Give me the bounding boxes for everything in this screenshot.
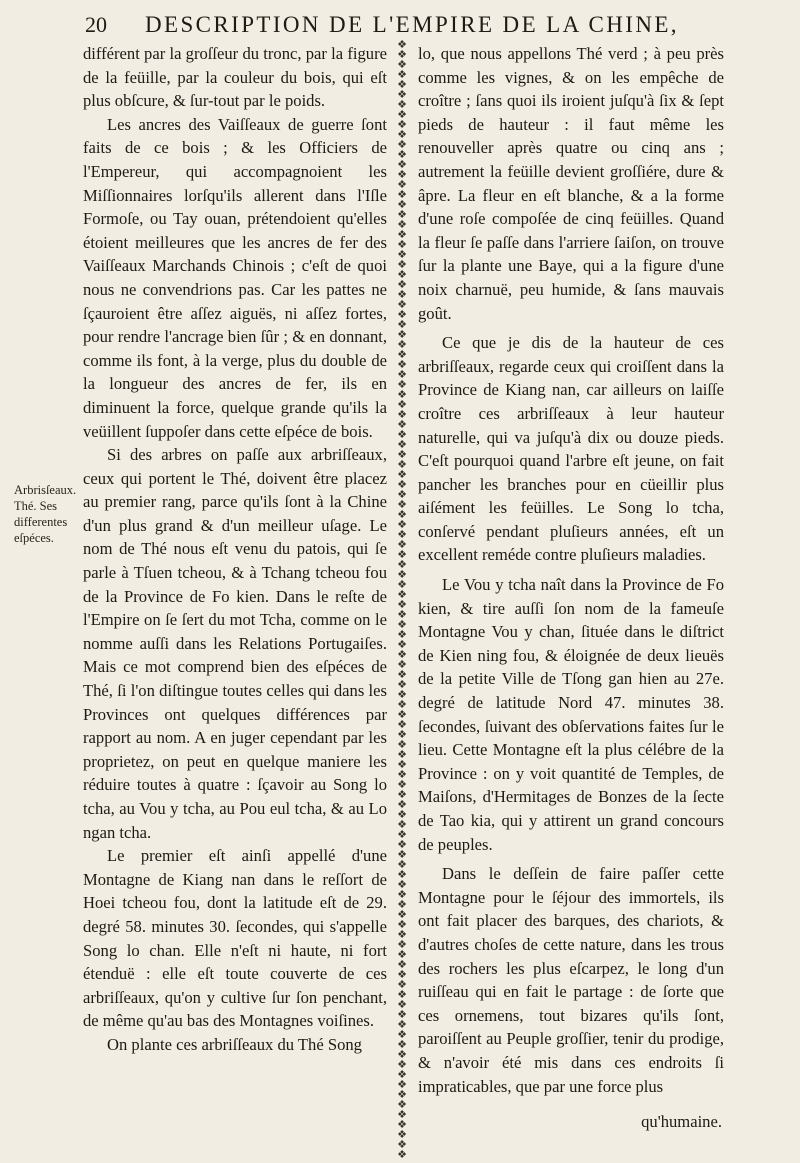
page-number: 20	[85, 12, 107, 37]
right-paragraph-3: Le Vou y tcha naît dans la Province de Fo kien, & tire auſſi ſon nom de la fameuſe Montagne Vou y chan, ſituée dans le diſtrict de Kien ning fou, & éloignée de deux lieuës de la petite Ville de Tſong gan hien au 27e. degré de latitude Nord 47. minutes 38. ſecondes, ſuivant des obſervations faites ſur le lieu. Cette Montagne eſt la plus célébre de la Province : on y voit quantité de Temples, de Maiſons, d'Hermitages de Bonzes de la ſecte de Tao kia, qui y attirent un grand concours de peuples.	[418, 575, 724, 854]
ornamental-column-divider: ❖❖❖❖❖❖❖❖❖❖❖❖❖❖❖❖❖❖❖❖❖❖❖❖❖❖❖❖❖❖❖❖❖❖❖❖❖❖❖❖❖❖❖❖❖❖❖❖❖❖❖❖❖❖❖❖❖❖❖❖❖❖❖❖❖❖❖❖❖❖❖❖❖❖❖❖❖❖❖❖❖❖❖❖❖❖❖❖❖❖❖❖❖❖❖❖❖❖❖❖❖❖❖❖❖❖❖❖❖❖❖❖	[397, 39, 407, 1161]
left-column	[83, 42, 387, 1057]
right-paragraph-4: Dans le deſſein de faire paſſer cette Montagne pour le ſéjour des immortels, ils ont fait placer des barques, des chariots, & d'autres choſes de cette nature, dans les trous des rochers les plus eſcarpez, le long d'un ruiſſeau qui en fait le partage : de ſorte que ces ornemens, tout bizares qu'ils ſont, paroiſſent au Peuple groſſier, tenir du prodige, & n'avoir été mis dans ces endroits ſi impraticables, que par une force plus	[418, 864, 724, 1096]
right-column	[418, 42, 724, 1098]
running-title: DESCRIPTION DE L'EMPIRE DE LA CHINE,	[145, 12, 679, 37]
left-paragraph-2: Les ancres des Vaiſſeaux de guerre ſont faits de ce bois ; & les Officiers de l'Empereur, qui accompagnoient les Miſſionnaires lorſqu'ils allerent dans l'Iſle Formoſe, ou Tay ouan, prétendoient qu'elles étoient meilleures que les ancres de fer des Vaiſſeaux Marchands Chinois ; c'eſt de quoi nous ne convendrions pas. Car les pattes ne ſçauroient être aſſez aiguës, ni aſſez fortes, pour rendre l'ancrage bien ſûr ; & en donnant, comme ils font, à la verge, plus du double de la longueur des ancres de fer, ils en diminuent la force, quelque grande qu'ils la veüillent ſuppoſer dans cette eſpéce de bois.	[83, 114, 387, 441]
left-paragraph-5: On plante ces arbriſſeaux du Thé Song	[107, 1034, 362, 1054]
right-paragraph-2: Ce que je dis de la hauteur de ces arbriſſeaux, regarde ceux qui croiſſent dans la Province de Kiang nan, car ailleurs on laiſſe croître ces arbriſſeaux à leur hauteur naturelle, qui va juſqu'à dix ou douze pieds. C'eſt pourquoi quand l'arbre eſt jeune, on fait pancher les branches pour en cüeillir plus aiſément les feüilles. Le Song lo tcha, conſervé pendant pluſieurs années, eſt un excellent reméde contre pluſieurs maladies.	[418, 333, 724, 565]
left-paragraph-3: Si des arbres on paſſe aux arbriſſeaux, ceux qui portent le Thé, doivent être placez au premier rang, parce qu'ils ſont à la Chine d'un plus grand & d'un meilleur uſage. Le nom de Thé nous eſt venu du patois, qui ſe parle à Tſuen tcheou, & à Tchang tcheou fou de la Province de Fo kien. Dans le reſte de l'Empire on ſe ſert du mot Tcha, comme on le nomme auſſi dans les Relations Portugaiſes. Mais ce mot comprend bien des eſpéces de Thé, ſi l'on diſtingue toutes celles qui dans les Provinces ont quelques différences par rapport au nom. A en juger cependant par les proprietez, on peut en quelque maniere les réduire toutes à quatre : ſçavoir au Song lo tcha, au Vou y tcha, au Pou eul tcha, & au Lo ngan tcha.	[83, 445, 387, 842]
left-paragraph-1: différent par la groſſeur du tronc, par la figure de la feüille, par la couleur du bois, qui eſt plus obſcure, & ſur-tout par le poids.	[83, 44, 387, 111]
right-paragraph-1: lo, que nous appellons Thé verd ; à peu près comme les vignes, & on les empêche de croître ; ſans quoi ils iroient juſqu'à ſix & ſept pieds de hauteur : il faut même les renouveller après quatre ou cinq ans ; autrement la feüille devient groſſiére, dure & âpre. La fleur en eſt blanche, & a la forme d'une roſe compoſée de cinq feüilles. Quand la fleur ſe paſſe dans l'arriere ſaiſon, on trouve ſur la plante une Baye, qui a la figure d'une noix charnuë, peu humide, & ſans mauvais goût.	[418, 44, 724, 323]
catchword: qu'humaine.	[641, 1112, 722, 1131]
left-paragraph-4: Le premier eſt ainſi appellé d'une Montagne de Kiang nan dans le reſſort de Hoei tcheou fou, dont la latitude eſt de 29. degré 58. minutes 30. ſecondes, qui s'appelle Song lo chan. Elle n'eſt ni haute, ni fort étenduë : elle eſt toute couverte de ces arbriſſeaux, qu'on y cultive ſur ſon penchant, de même qu'au bas des Montagnes voiſines.	[83, 846, 387, 1031]
page-header	[85, 8, 782, 40]
margin-note: Arbrisſeaux. Thé. Ses differentes eſpéces.	[14, 483, 77, 545]
